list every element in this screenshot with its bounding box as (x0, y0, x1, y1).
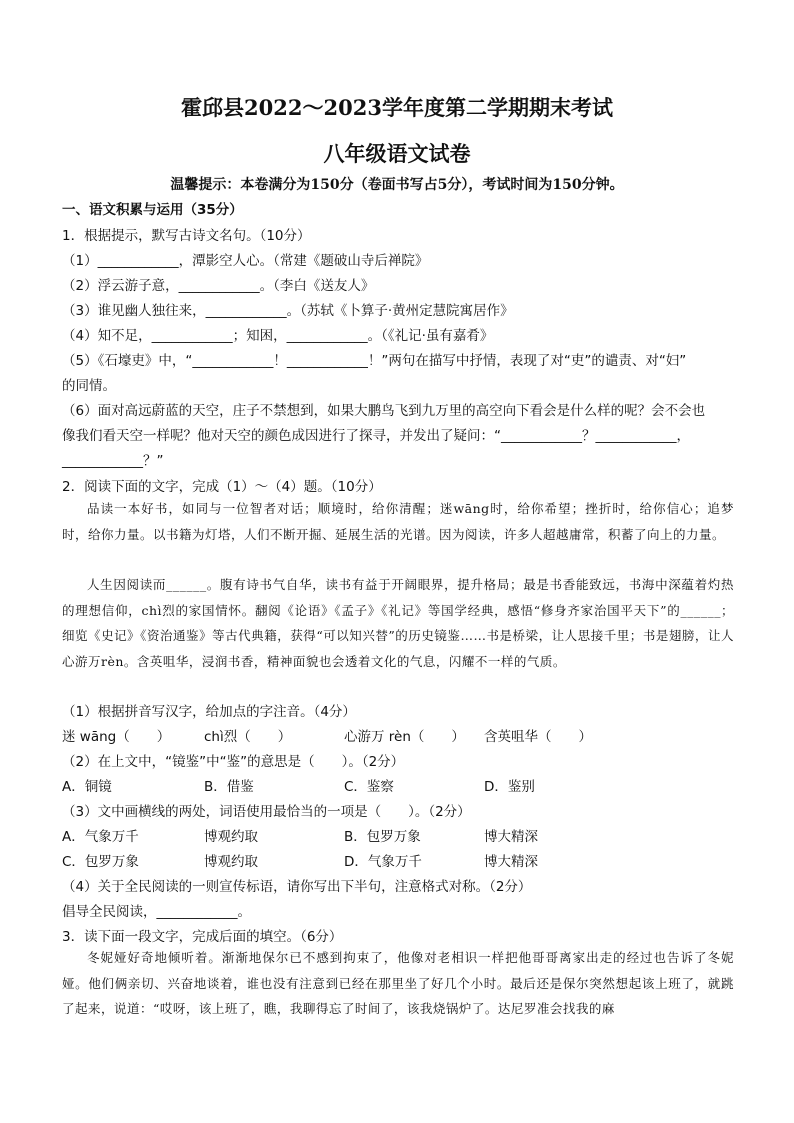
q2-sub3-option: 博大精深 (484, 829, 538, 845)
q2-sub1-blank: 迷 wāng（ ） (62, 729, 171, 745)
q2-sub2-option: A．铜镜 (62, 779, 112, 795)
q1-item: （4）知不足，____________；知困，____________。（《礼记·虽有嘉肴》 (62, 328, 494, 344)
q2-sub3-option: 博观约取 (204, 854, 258, 870)
q2-sub2-stem: （2）在上文中，“镜鉴”中“鉴”的意思是（ ）。（2分） (62, 754, 405, 770)
q2-sub4-stem: （4）关于全民阅读的一则宣传标语，请你写出下半句，注意格式对称。（2分） (62, 879, 532, 895)
q2-sub2-option: D．鉴别 (484, 779, 535, 795)
q2-sub1-blank: 含英咀华（ ） (484, 729, 592, 745)
q2-sub3-option: A．气象万千 (62, 829, 139, 845)
q2-sub1-blank: chì烈（ ） (204, 729, 292, 745)
q2-passage-1: 品读一本好书，如同与一位智者对话；顺境时，给你清醒；迷wāng时，给你希望；挫折时，给你信心；追梦时，给你力量。以书籍为灯塔，人们不断开掘、延展生活的光谱。因为阅读，许多人超越庸常，积蓄了向上的力量。 (62, 501, 734, 542)
q2-passage-2: 人生因阅读而______。腹有诗书气自华，读书有益于开阔眼界，提升格局；最是书香能致远，书海中深蕴着灼热的理想信仰，chì烈的家国情怀。翻阅《论语》《孟子》《礼记》等国学经典，感悟“修身齐家治国平天下”的______；细览《史记》《资治通鉴》等古代典籍，获得“可以知兴替”的历史镜鉴……书是桥梁，让人思接千里；书是翅膀，让人心游万rèn。含英咀华，浸润书香，精神面貌也会透着文化的气息，闪耀不一样的气质。 (62, 577, 734, 669)
exam-subtitle: 八年级语文试卷 (323, 141, 471, 166)
q2-sub1-blank: 心游万 rèn（ ） (344, 729, 465, 745)
q2-sub3-option: B．包罗万象 (344, 829, 421, 845)
q2-sub3-option: 博大精深 (484, 854, 538, 870)
q2-stem: 2．阅读下面的文字，完成（1）～（4）题。（10分） (62, 479, 382, 495)
q2-sub2-option: B．借鉴 (204, 779, 254, 795)
section-heading: 一、语文积累与运用（35分） (62, 202, 243, 218)
q1-item: （5）《石壕吏》中，“____________！____________！”两句在描写中抒情，表现了对“吏”的谴责、对“妇” (62, 353, 687, 369)
q2-sub3-option: D．气象万千 (344, 854, 422, 870)
q1-item: 像我们看天空一样呢？他对天空的颜色成因进行了探寻，并发出了疑问：“____________？____________， (62, 428, 690, 444)
q2-sub1-stem: （1）根据拼音写汉字，给加点的字注音。（4分） (62, 704, 356, 720)
q1-item: ____________？” (62, 453, 164, 469)
q1-item: 的同情。 (62, 378, 116, 394)
q2-sub3-option: C．包罗万象 (62, 854, 139, 870)
q2-sub3-option: 博观约取 (204, 829, 258, 845)
q1-item: （6）面对高远蔚蓝的天空，庄子不禁想到，如果大鹏鸟飞到九万里的高空向下看会是什么样的呢？会不会也 (62, 403, 706, 419)
q1-item: （3）谁见幽人独往来，____________。（苏轼《卜算子·黄州定慧院寓居作》 (62, 303, 514, 319)
exam-notice: 温馨提示：本卷满分为150分（卷面书写占5分），考试时间为150分钟。 (170, 177, 624, 193)
exam-title: 霍邱县2022～2023学年度第二学期期末考试 (181, 95, 613, 120)
q2-sub4-answer: 倡导全民阅读，____________。 (62, 904, 251, 920)
q3-passage: 冬妮娅好奇地倾听着。渐渐地保尔已不感到拘束了，他像对老相识一样把他哥哥离家出走的经过也告诉了冬妮娅。他们俩亲切、兴奋地谈着，谁也没有注意到已经在那里坐了好几个小时。最后还是保尔突然想起该上班了，就跳了起来，说道：“哎呀，该上班了，瞧，我聊得忘了时间了，该我烧锅炉了。达尼罗准会找我的麻 (62, 950, 734, 1016)
q1-stem: 1．根据提示，默写古诗文名句。（10分） (62, 228, 311, 244)
q1-item: （2）浮云游子意，____________。（李白《送友人》 (62, 278, 375, 294)
q1-item: （1）____________，潭影空人心。（常建《题破山寺后禅院》 (62, 253, 429, 269)
q3-stem: 3．读下面一段文字，完成后面的填空。（6分） (62, 929, 343, 945)
q2-sub3-stem: （3）文中画横线的两处，词语使用最恰当的一项是（ ）。（2分） (62, 804, 471, 820)
q2-sub2-option: C．鉴察 (344, 779, 394, 795)
